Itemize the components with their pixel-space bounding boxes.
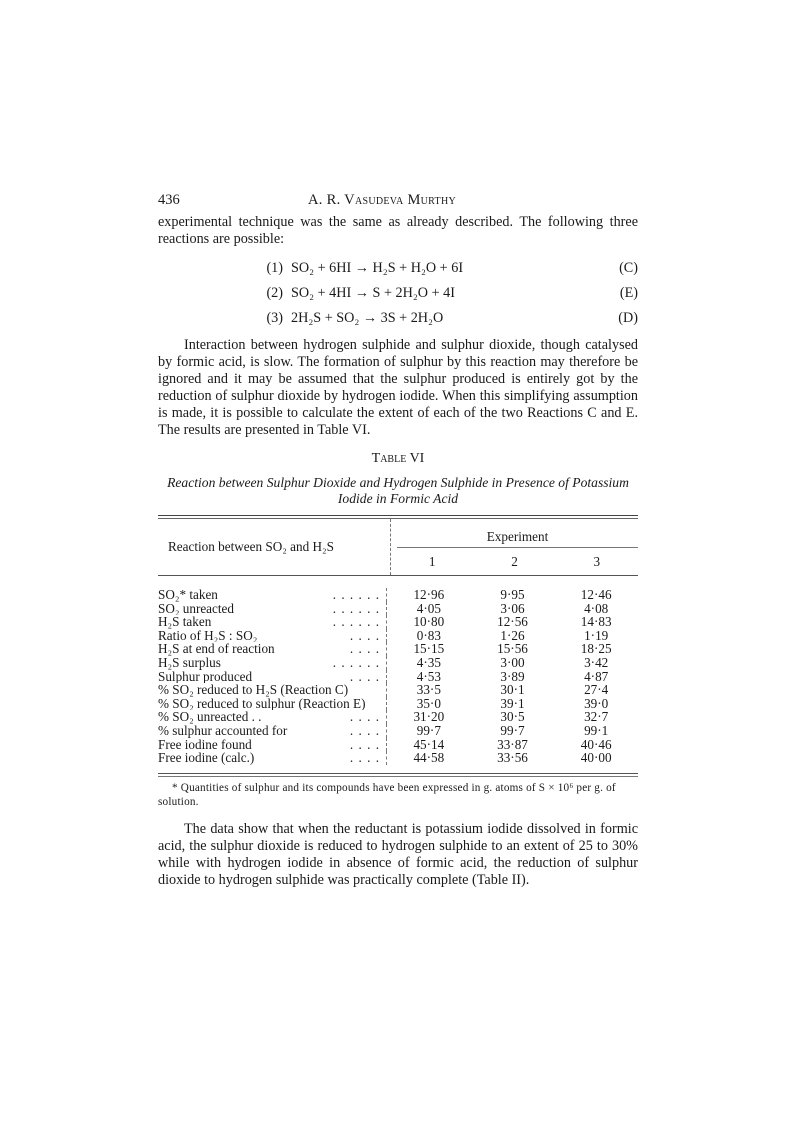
row-label-text: % sulphur accounted for — [158, 723, 288, 738]
leader-dots: . . . . — [349, 737, 380, 752]
table-cell: 40·00 — [580, 750, 612, 766]
table-cell: 1·26 — [500, 627, 525, 643]
equation-number: (1) — [266, 260, 283, 276]
row-header-label: Reaction between SO₂ and H₂S — [168, 539, 334, 554]
table-cell: 18·25 — [580, 641, 612, 657]
row-label-text: H₂S at end of reaction — [158, 642, 275, 656]
row-values — [386, 602, 638, 616]
row-label — [158, 751, 386, 765]
row-label — [158, 615, 386, 629]
leader-dots: . . . . — [349, 642, 380, 656]
table-row — [158, 724, 638, 738]
body-paragraph: Interaction between hydrogen sulphide and sulphur dioxide, though catalysed by formic acid, is slow. The formation of sulphur by this reaction may therefore be ignored and it may be assumed that the sulphur produced is entirely got by the reduction of sulphur dioxide by hydrogen iodide. When this simplifying assumption is made, it is possible to calculate the extent of each of the two Reactions C and E. The results are presented in Table VI. — [158, 337, 638, 438]
table-row — [158, 683, 638, 697]
leader-dots: . . . . . . — [332, 601, 380, 616]
leader-dots: . . . . — [349, 751, 380, 765]
equation-row — [158, 256, 638, 281]
table-row — [158, 642, 638, 656]
table-cell: 33·87 — [497, 736, 528, 752]
table-cell: 12·56 — [497, 614, 528, 630]
table-header — [158, 519, 638, 576]
table-top-rule — [158, 515, 638, 516]
table-cell: 45·14 — [413, 736, 445, 752]
table-cell: 40·46 — [580, 736, 612, 752]
running-header — [158, 192, 638, 214]
table-body — [158, 576, 638, 773]
leader-dots: . . . . — [349, 628, 380, 643]
table-cell: 99·1 — [584, 722, 609, 738]
data-table — [158, 515, 638, 777]
leader-dots: . . . . . . — [332, 615, 380, 629]
column-header: 2 — [511, 553, 518, 569]
table-row — [158, 697, 638, 711]
experiment-header — [390, 519, 638, 575]
row-label-text: H₂S surplus — [158, 655, 221, 670]
row-label-text: Free iodine found — [158, 737, 252, 752]
table-footnote: * Quantities of sulphur and its compounds have been expressed in g. atoms of S × 10⁶ per g. of solution. — [158, 781, 616, 808]
table-cell: 3·06 — [500, 600, 525, 616]
table-cell: 27·4 — [584, 682, 609, 698]
table-cell: 30·5 — [500, 709, 525, 725]
row-label — [158, 642, 386, 656]
equation-list — [158, 256, 638, 331]
column-header: 1 — [428, 553, 436, 569]
row-label — [158, 588, 386, 602]
table-cell: 4·35 — [416, 654, 441, 670]
table-cell: 1·19 — [584, 627, 609, 643]
equation-row — [158, 281, 638, 306]
row-values — [386, 724, 638, 738]
row-label-text: SO₂ unreacted — [158, 601, 235, 616]
row-label — [158, 656, 386, 670]
row-label-text: Sulphur produced — [158, 669, 253, 684]
table-cell: 3·42 — [584, 654, 609, 670]
table-cell: 99·7 — [416, 722, 441, 738]
equation-number: (2) — [266, 285, 283, 301]
row-label — [158, 683, 386, 697]
row-label — [158, 724, 386, 738]
table-row — [158, 710, 638, 724]
table-cell: 31·20 — [413, 709, 445, 725]
equation-expression: SO₂ + 6HI → H₂S + H₂O + 6I — [291, 260, 464, 276]
leader-dots: . . . . — [349, 669, 380, 684]
table-cell: 3·00 — [500, 654, 525, 670]
table-cell: 14·83 — [580, 614, 612, 630]
row-label-text: % SO₂ reduced to sulphur (Reaction E) — [158, 696, 366, 711]
leader-dots: . . . . . . — [332, 655, 380, 670]
row-label-text: % SO₂ reduced to H₂S (Reaction C) — [158, 683, 349, 697]
table-cell: 3·89 — [500, 668, 525, 684]
equation-expression: 2H₂S + SO₂ → 3S + 2H₂O — [291, 310, 444, 326]
row-values — [386, 615, 638, 629]
table-cell: 99·7 — [500, 722, 525, 738]
row-label — [158, 697, 386, 711]
table-cell: 39·0 — [584, 695, 609, 711]
experiment-group-label: Experiment — [397, 519, 638, 548]
page-number: 436 — [158, 192, 180, 208]
row-label-text: Free iodine (calc.) — [158, 751, 255, 765]
leader-dots: . . . . — [349, 710, 380, 724]
row-label-text: SO₂* taken — [158, 588, 218, 602]
table-row — [158, 738, 638, 752]
table-cell: 4·53 — [416, 668, 441, 684]
equation-tag: (E) — [619, 285, 638, 301]
row-values — [386, 710, 638, 724]
row-label — [158, 602, 386, 616]
table-cell: 39·1 — [500, 695, 525, 711]
row-label — [158, 738, 386, 752]
leader-dots: . . . . . . — [332, 588, 380, 602]
leader-dots: . . . . — [349, 723, 380, 738]
table-cell: 32·7 — [584, 709, 609, 725]
table-bottom-rule-2 — [158, 776, 638, 777]
table-cell: 35·0 — [416, 695, 441, 711]
table-row — [158, 629, 638, 643]
table-row — [158, 656, 638, 670]
table-cell: 12·96 — [413, 587, 445, 602]
table-cell: 44·58 — [413, 750, 445, 766]
table-cell: 4·05 — [416, 600, 441, 616]
table-cell: 4·87 — [584, 668, 609, 684]
row-label-text: % SO₂ unreacted . . — [158, 710, 262, 724]
page — [158, 192, 638, 889]
table-cell: 0·83 — [416, 627, 441, 643]
equation-tag: (C) — [619, 260, 638, 276]
row-values — [386, 697, 638, 711]
row-values — [386, 656, 638, 670]
equation-number: (3) — [266, 310, 283, 326]
column-headers — [391, 548, 638, 575]
table-cell: 4·08 — [584, 600, 609, 616]
row-label — [158, 670, 386, 684]
table-cell: 30·1 — [500, 682, 525, 698]
running-head-author: A. R. Vasudeva Murthy — [308, 192, 457, 208]
table-row — [158, 588, 638, 602]
table-row — [158, 670, 638, 684]
table-row — [158, 751, 638, 765]
table-row — [158, 602, 638, 616]
table-cell: 9·95 — [500, 587, 525, 602]
table-cell: 33·5 — [416, 682, 441, 698]
row-values — [386, 751, 638, 765]
row-values — [386, 683, 638, 697]
table-cell: 33·56 — [497, 750, 528, 766]
equation-expression: SO₂ + 4HI → S + 2H₂O + 4I — [291, 285, 455, 301]
table-cell: 10·80 — [413, 614, 445, 630]
intro-paragraph: experimental technique was the same as already described. The following three reactions are possible: — [158, 214, 638, 247]
row-label-text: Ratio of H₂S : SO₂ — [158, 628, 258, 643]
row-label — [158, 710, 386, 724]
body-paragraph: The data show that when the reductant is potassium iodide dissolved in formic acid, the sulphur dioxide is reduced to hydrogen sulphide to an extent of 25 to 30% while with hydrogen iodide in absence of formic acid, the reduction of sulphur dioxide to hydrogen sulphide was practically complete (Table II). — [158, 820, 638, 888]
row-label-text: H₂S taken — [158, 615, 212, 629]
table-cell: 15·15 — [413, 641, 445, 657]
table-cell: 12·46 — [580, 587, 612, 602]
row-values — [386, 629, 638, 643]
equation-row — [158, 306, 638, 331]
row-values — [386, 738, 638, 752]
row-values — [386, 670, 638, 684]
table-row — [158, 615, 638, 629]
column-header: 3 — [593, 553, 601, 569]
table-title: Table VI — [371, 451, 425, 466]
table-caption: Reaction between Sulphur Dioxide and Hydrogen Sulphide in Presence of Potassium Iodide in Formic Acid — [167, 475, 629, 506]
row-label — [158, 629, 386, 643]
table-cell: 15·56 — [497, 641, 528, 657]
row-values — [386, 588, 638, 602]
table-bottom-rule — [158, 773, 638, 774]
equation-tag: (D) — [618, 310, 638, 326]
row-values — [386, 642, 638, 656]
